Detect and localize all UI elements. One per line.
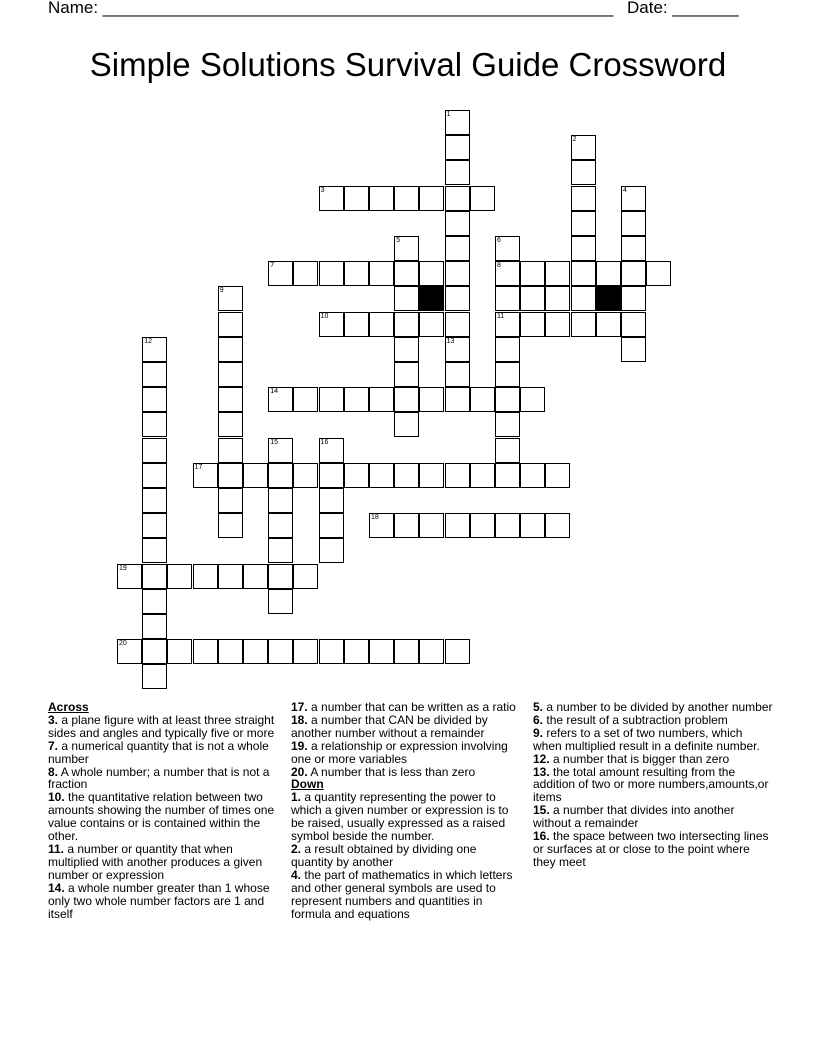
clue-number: 1 xyxy=(446,111,451,118)
grid-cell[interactable] xyxy=(319,538,344,563)
grid-cell[interactable] xyxy=(142,639,167,664)
grid-cell[interactable] xyxy=(470,513,495,538)
clue-across-18: 18. a number that CAN be divided by another number without a remainder xyxy=(291,712,488,740)
clue-down-1: 1. a quantity representing the power to which a given number or expression is to be raised, usually expressed as a raised symbol beside the number. xyxy=(291,790,509,844)
clue-down-9: 9. refers to a set of two numbers, which when multiplied result in a definite number. xyxy=(533,725,760,753)
grid-cell[interactable] xyxy=(394,513,419,538)
grid-cell[interactable] xyxy=(520,261,545,286)
grid-cell[interactable] xyxy=(495,362,520,387)
grid-cell[interactable] xyxy=(319,639,344,664)
grid-cell[interactable] xyxy=(520,513,545,538)
grid-cell[interactable] xyxy=(193,463,218,488)
clue-number: 16 xyxy=(320,438,329,446)
grid-cell[interactable] xyxy=(344,312,369,337)
grid-cell[interactable] xyxy=(520,463,545,488)
clue-number: 13 xyxy=(446,337,455,345)
grid-cell[interactable] xyxy=(545,312,570,337)
clue-across-10: 10. the quantitative relation between two amounts showing the number of times one value contains or is contained within the other. xyxy=(48,790,275,844)
grid-cell[interactable] xyxy=(142,362,167,387)
grid-cell[interactable] xyxy=(495,236,520,261)
grid-cell[interactable] xyxy=(142,564,167,589)
grid-cell[interactable] xyxy=(369,639,394,664)
grid-cell[interactable] xyxy=(571,312,596,337)
clue-number: 15 xyxy=(270,438,278,446)
grid-cell[interactable] xyxy=(621,211,646,236)
grid-cell[interactable] xyxy=(545,261,570,286)
grid-cell[interactable] xyxy=(596,261,621,286)
grid-cell[interactable] xyxy=(243,564,268,589)
clue-number: 17 xyxy=(194,463,203,471)
grid-cell[interactable] xyxy=(545,513,570,538)
grid-cell[interactable] xyxy=(445,286,470,311)
grid-cell[interactable] xyxy=(419,312,444,337)
grid-cell[interactable] xyxy=(268,639,293,664)
grid-cell[interactable] xyxy=(319,463,344,488)
grid-cell[interactable] xyxy=(394,463,419,488)
clue-number: 8 xyxy=(497,262,501,270)
grid-cell[interactable] xyxy=(218,438,243,463)
grid-cell[interactable] xyxy=(445,639,470,664)
grid-cell[interactable] xyxy=(545,463,570,488)
grid-cell[interactable] xyxy=(319,261,344,286)
grid-cell[interactable] xyxy=(571,211,596,236)
grid-cell[interactable] xyxy=(193,639,218,664)
clue-across-3: 3. a plane figure with at least three straight sides and angles and typically five or more xyxy=(48,712,275,740)
grid-cell[interactable] xyxy=(520,286,545,311)
grid-cell[interactable] xyxy=(218,488,243,513)
grid-cell[interactable] xyxy=(445,513,470,538)
down-heading: Down xyxy=(291,777,324,792)
grid-cell[interactable] xyxy=(268,438,293,463)
grid-cell[interactable] xyxy=(268,513,293,538)
grid-cell[interactable] xyxy=(142,438,167,463)
clue-number: 19 xyxy=(119,564,127,572)
clue-down-2: 2. a result obtained by dividing one quantity by another xyxy=(291,841,477,869)
across-heading: Across xyxy=(48,700,89,714)
grid-cell[interactable] xyxy=(319,513,344,538)
clue-number: 3 xyxy=(320,186,325,194)
grid-cell[interactable] xyxy=(445,337,470,362)
grid-cell[interactable] xyxy=(218,312,243,337)
grid-cell[interactable] xyxy=(621,186,646,211)
grid-cell[interactable] xyxy=(319,312,344,337)
grid-cell[interactable] xyxy=(445,211,470,236)
grid-cell[interactable] xyxy=(218,463,243,488)
clue-across-8: 8. A whole number; a number that is not a fraction xyxy=(48,764,270,792)
grid-cell[interactable] xyxy=(243,463,268,488)
clue-number: 14 xyxy=(270,388,278,396)
grid-cell[interactable] xyxy=(571,261,596,286)
grid-cell[interactable] xyxy=(369,387,394,412)
grid-cell[interactable] xyxy=(243,639,268,664)
grid-cell[interactable] xyxy=(394,639,419,664)
grid-cell[interactable] xyxy=(445,135,470,160)
clue-down-16: 16. the space between two intersecting lines or surfaces at or close to the point where they meet xyxy=(533,829,769,869)
grid-cell[interactable] xyxy=(419,639,444,664)
grid-cell[interactable] xyxy=(268,387,293,412)
clue-across-20: 20. A number that is less than zero xyxy=(291,764,476,779)
grid-cell[interactable] xyxy=(394,286,419,311)
grid-cell[interactable] xyxy=(394,261,419,286)
grid-cell[interactable] xyxy=(218,513,243,538)
grid-cell[interactable] xyxy=(445,387,470,412)
grid-cell[interactable] xyxy=(571,160,596,185)
grid-cell[interactable] xyxy=(520,312,545,337)
grid-cell[interactable] xyxy=(394,236,419,261)
grid-cell[interactable] xyxy=(293,387,318,412)
clue-column-3 xyxy=(533,701,773,869)
clue-across-11: 11. a number or quantity that when multiplied with another produces a given number or expression xyxy=(48,841,263,882)
grid-cell[interactable] xyxy=(419,186,444,211)
grid-cell[interactable] xyxy=(419,513,444,538)
clue-number: 7 xyxy=(270,262,275,270)
grid-cell[interactable] xyxy=(419,261,444,286)
grid-cell[interactable] xyxy=(268,261,293,286)
grid-cell[interactable] xyxy=(142,614,167,639)
page-title: Simple Solutions Survival Guide Crossword xyxy=(89,46,727,83)
grid-cell[interactable] xyxy=(646,261,671,286)
grid-cell[interactable] xyxy=(394,362,419,387)
clue-down-12: 12. a number that is bigger than zero xyxy=(533,751,730,766)
grid-cell[interactable] xyxy=(117,639,142,664)
grid-cell[interactable] xyxy=(495,312,520,337)
grid-cell[interactable] xyxy=(419,387,444,412)
grid-cell[interactable] xyxy=(621,236,646,261)
grid-cell[interactable] xyxy=(571,286,596,311)
grid-cell[interactable] xyxy=(369,513,394,538)
clue-number: 18 xyxy=(371,514,379,522)
clue-column-1 xyxy=(48,701,283,920)
grid-cell[interactable] xyxy=(218,387,243,412)
date-field-label[interactable]: Date: _______ xyxy=(627,0,739,17)
grid-cell[interactable] xyxy=(621,261,646,286)
grid-cell[interactable] xyxy=(319,438,344,463)
grid-cell[interactable] xyxy=(218,639,243,664)
grid-cell[interactable] xyxy=(142,538,167,563)
grid-cell[interactable] xyxy=(495,387,520,412)
grid-cell[interactable] xyxy=(495,412,520,437)
grid-cell[interactable] xyxy=(268,488,293,513)
grid-cell[interactable] xyxy=(293,564,318,589)
grid-cell[interactable] xyxy=(495,463,520,488)
grid-cell[interactable] xyxy=(218,337,243,362)
grid-cell[interactable] xyxy=(495,513,520,538)
clue-across-7: 7. a numerical quantity that is not a whole number xyxy=(48,738,269,766)
grid-cell[interactable] xyxy=(621,312,646,337)
grid-cell[interactable] xyxy=(470,387,495,412)
grid-cell[interactable] xyxy=(445,160,470,185)
clue-down-4: 4. the part of mathematics in which letters and other general symbols are used to represent numbers and quantities in formula and equations xyxy=(291,867,513,921)
grid-cell[interactable] xyxy=(596,312,621,337)
grid-cell[interactable] xyxy=(344,639,369,664)
grid-cell[interactable] xyxy=(369,186,394,211)
grid-cell[interactable] xyxy=(495,438,520,463)
grid-cell[interactable] xyxy=(445,362,470,387)
grid-cell[interactable] xyxy=(419,463,444,488)
grid-cell[interactable] xyxy=(142,412,167,437)
blocked-cell xyxy=(596,286,621,311)
clue-down-15: 15. a number that divides into another without a remainder xyxy=(533,803,735,831)
grid-cell[interactable] xyxy=(394,337,419,362)
grid-cell[interactable] xyxy=(268,564,293,589)
clue-number: 9 xyxy=(219,287,224,295)
grid-cell[interactable] xyxy=(495,286,520,311)
grid-cell[interactable] xyxy=(445,463,470,488)
grid-cell[interactable] xyxy=(394,312,419,337)
grid-cell[interactable] xyxy=(545,286,570,311)
grid-cell[interactable] xyxy=(268,589,293,614)
grid-cell[interactable] xyxy=(167,639,192,664)
grid-cell[interactable] xyxy=(394,186,419,211)
grid-cell[interactable] xyxy=(369,312,394,337)
grid-cell[interactable] xyxy=(495,337,520,362)
grid-cell[interactable] xyxy=(142,463,167,488)
grid-cell[interactable] xyxy=(445,261,470,286)
blocked-cell xyxy=(419,286,444,311)
grid-cell[interactable] xyxy=(344,387,369,412)
grid-cell[interactable] xyxy=(344,186,369,211)
clue-number: 4 xyxy=(623,186,627,194)
clue-number: 12 xyxy=(144,337,152,345)
clue-down-13: 13. the total amount resulting from the addition of two or more numbers,amounts,or items xyxy=(533,764,769,805)
grid-cell[interactable] xyxy=(142,387,167,412)
grid-cell[interactable] xyxy=(218,412,243,437)
clue-down-6: 6. the result of a subtraction problem xyxy=(533,712,728,727)
clue-number: 10 xyxy=(320,312,329,320)
grid-cell[interactable] xyxy=(268,538,293,563)
name-field-label[interactable]: Name: ______________________________________________________ xyxy=(48,0,614,17)
grid-cell[interactable] xyxy=(520,387,545,412)
clue-across-14: 14. a whole number greater than 1 whose only two whole number factors are 1 and itself xyxy=(48,880,270,921)
grid-cell[interactable] xyxy=(268,463,293,488)
grid-cell[interactable] xyxy=(445,110,470,135)
grid-cell[interactable] xyxy=(142,337,167,362)
grid-cell[interactable] xyxy=(142,488,167,513)
grid-cell[interactable] xyxy=(394,387,419,412)
grid-cell[interactable] xyxy=(319,387,344,412)
grid-cell[interactable] xyxy=(621,337,646,362)
grid-cell[interactable] xyxy=(571,236,596,261)
grid-cell[interactable] xyxy=(293,639,318,664)
grid-cell[interactable] xyxy=(142,589,167,614)
grid-cell[interactable] xyxy=(369,261,394,286)
grid-cell[interactable] xyxy=(193,564,218,589)
clue-number: 2 xyxy=(572,136,577,144)
grid-cell[interactable] xyxy=(218,564,243,589)
grid-cell[interactable] xyxy=(470,186,495,211)
grid-cell[interactable] xyxy=(142,513,167,538)
grid-cell[interactable] xyxy=(218,362,243,387)
clue-across-17: 17. a number that can be written as a ratio xyxy=(291,700,516,714)
clue-number: 20 xyxy=(119,640,127,648)
grid-cell[interactable] xyxy=(319,186,344,211)
grid-cell[interactable] xyxy=(621,286,646,311)
grid-cell[interactable] xyxy=(117,564,142,589)
clue-down-5: 5. a number to be divided by another number xyxy=(533,700,773,714)
clue-number: 11 xyxy=(497,312,505,320)
grid-cell[interactable] xyxy=(293,463,318,488)
grid-cell[interactable] xyxy=(369,463,394,488)
grid-cell[interactable] xyxy=(344,261,369,286)
grid-cell[interactable] xyxy=(293,261,318,286)
grid-cell[interactable] xyxy=(571,186,596,211)
grid-cell[interactable] xyxy=(445,186,470,211)
clue-number: 6 xyxy=(497,237,501,244)
grid-cell[interactable] xyxy=(571,135,596,160)
clue-across-19: 19. a relationship or expression involving one or more variables xyxy=(291,738,508,766)
grid-cell[interactable] xyxy=(445,312,470,337)
clue-number: 5 xyxy=(396,237,401,244)
grid-cell[interactable] xyxy=(142,664,167,689)
grid-cell[interactable] xyxy=(445,236,470,261)
grid-cell[interactable] xyxy=(394,412,419,437)
clue-column-2 xyxy=(291,701,519,920)
grid-cell[interactable] xyxy=(344,463,369,488)
grid-cell[interactable] xyxy=(319,488,344,513)
grid-cell[interactable] xyxy=(495,261,520,286)
grid-cell[interactable] xyxy=(167,564,192,589)
grid-cell[interactable] xyxy=(218,286,243,311)
grid-cell[interactable] xyxy=(470,463,495,488)
